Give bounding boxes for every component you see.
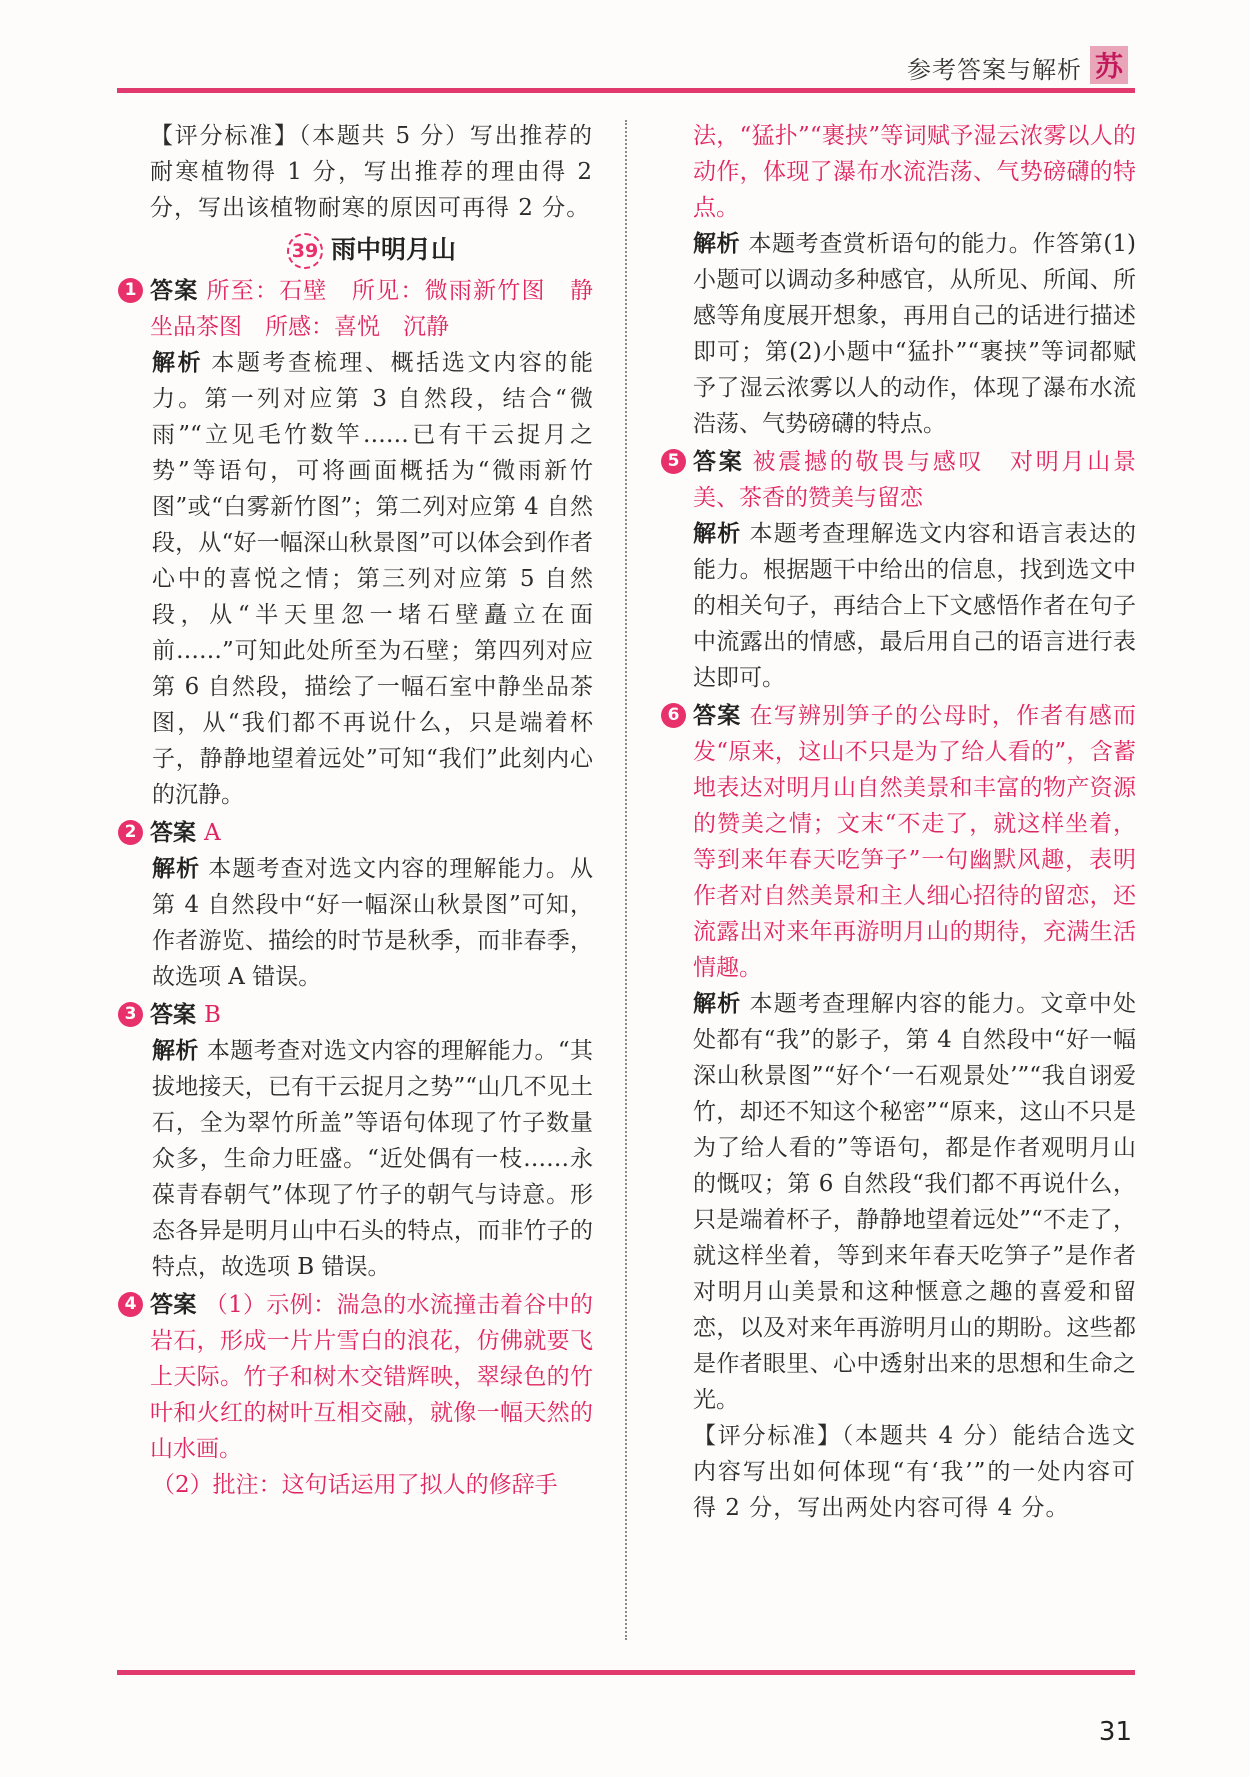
q4-analysis-text: 本题考查赏析语句的能力。作答第(1)小题可以调动多种感官，从所见、所闻、所感等角度展开想象，再用自己的话进行描述即可；第(2)小题中“猛扑”“裹挟”等词都赋予了湿云浓雾以人的动作，体现了瀑布水流浩荡、气势磅礴的特点。: [693, 231, 1136, 437]
q5-analysis: [693, 516, 1136, 696]
left-column: [124, 118, 594, 1503]
header-title: 参考答案与解析: [907, 56, 1082, 84]
q6-answer-text: 在写辨别笋子的公母时，作者有感而发“原来，这山不只是为了给人看的”，含蓄地表达对明月山自然美景和丰富的物产资源的赞美之情；文末“不走了，就这样坐着，等到来年春天吃笋子”一句幽默风趣，表明作者对自然美景和主人细心招待的留恋，还流露出对来年再游明月山的期待，充满生活情趣。: [693, 703, 1137, 981]
criteria-block-right: [693, 1418, 1136, 1526]
section-title-text: 雨中明月山: [330, 235, 456, 264]
q5-number: 5: [661, 449, 686, 474]
q4-answer-2: （2）批注：这句话运用了拟人的修辞手: [152, 1472, 558, 1498]
criteria-label: 【评分标准】: [693, 1423, 842, 1449]
footer-rule: [117, 1670, 1135, 1675]
q4-number: 4: [118, 1292, 143, 1317]
answer-label: 答案: [693, 703, 742, 729]
criteria-label: 【评分标准】: [150, 123, 299, 149]
q1-analysis: [150, 345, 593, 813]
q5-answer-text: 被震撼的敬畏与感叹 对明月山景美、茶香的赞美与留恋: [693, 449, 1136, 511]
answer-label: 答案: [150, 278, 199, 304]
answer-label: 答案: [693, 449, 745, 475]
q4-answer-continued: 法，“猛扑”“裹挟”等词赋予湿云浓雾以人的动作，体现了瀑布水流浩荡、气势磅礴的特点。: [693, 123, 1136, 221]
q2-analysis-text: 本题考查对选文内容的理解能力。从第 4 自然段中“好一幅深山秋景图”可知，作者游览、描绘的时节是秋季，而非春季，故选项 A 错误。: [152, 856, 594, 990]
analysis-label: 解析: [152, 1038, 199, 1064]
analysis-label: 解析: [693, 521, 742, 547]
analysis-label: 解析: [152, 856, 201, 882]
answer-label: 答案: [150, 1002, 196, 1028]
q3-number: 3: [118, 1002, 143, 1027]
q4-analysis: [693, 226, 1136, 442]
q5-answer: [667, 444, 1136, 516]
q6-analysis: [693, 986, 1136, 1418]
criteria-text: （本题共 4 分）能结合选文内容写出如何体现“有‘我’”的一处内容可得 2 分，写出两处内容可得 4 分。: [693, 1423, 1136, 1521]
q1-answer: [124, 273, 594, 345]
q2-analysis: [150, 851, 593, 995]
criteria-block: [150, 118, 593, 226]
q2-answer-text: A: [204, 820, 221, 846]
q3-answer: [124, 997, 593, 1033]
q4-answer-1: （1）示例：湍急的水流撞击着谷中的岩石，形成一片片雪白的浪花，仿佛就要飞上天际。竹子和树木交错辉映，翠绿色的竹叶和火红的树叶互相交融，就像一幅天然的山水画。: [150, 1292, 594, 1462]
q4-answer: [124, 1287, 594, 1467]
q6-answer: [667, 698, 1137, 986]
analysis-label: 解析: [152, 350, 204, 376]
q3-analysis: [150, 1033, 593, 1285]
criteria-text: （本题共 5 分）写出推荐的耐寒植物得 1 分，写出推荐的理由得 2 分，写出该植物耐寒的原因可再得 2 分。: [150, 123, 593, 221]
analysis-label: 解析: [693, 231, 741, 257]
q2-answer: [124, 815, 593, 851]
province-badge: 苏: [1090, 46, 1128, 84]
right-column: [667, 118, 1137, 1526]
section-title: [150, 232, 593, 269]
q6-analysis-text: 本题考查理解内容的能力。文章中处处都有“我”的影子，第 4 自然段中“好一幅深山秋景图”“好个‘一石观景处’”“我自诩爱竹，却还不知这个秘密”“原来，这山不只是为了给人看的”等语句，都是作者观明月山的慨叹；第 6 自然段“我们都不再说什么，只是端着杯子，静静地望着远处”“不走了，就这样坐着，等到来年春天吃笋子”是作者对明月山美景和这种惬意之趣的喜爱和留恋，以及对来年再游明月山的期盼。这些都是作者眼里、心中透射出来的思想和生命之光。: [693, 991, 1137, 1413]
column-divider: [625, 120, 627, 1640]
q5-analysis-text: 本题考查理解选文内容和语言表达的能力。根据题干中给出的信息，找到选文中的相关句子，再结合上下文感悟作者在句子中流露出的情感，最后用自己的语言进行表达即可。: [693, 521, 1137, 691]
q2-number: 2: [118, 820, 143, 845]
q1-number: 1: [118, 278, 143, 303]
answer-label: 答案: [150, 820, 196, 846]
q1-analysis-text: 本题考查梳理、概括选文内容的能力。第一列对应第 3 自然段，结合“微雨”“立见毛竹数竿……已有干云捉月之势”等语句，可将画面概括为“微雨新竹图”或“白雾新竹图”；第二列对应第 4 自然段，从“好一幅深山秋景图”可以体会到作者心中的喜悦之情；第三列对应第 5 自然段，从“半天里忽一堵石壁矗立在面前……”可知此处所至为石壁；第四列对应第 6 自然段，描绘了一幅石室中静坐品茶图，从“我们都不再说什么，只是端着杯子，静静地望着远处”可知“我们”此刻内心的沉静。: [152, 350, 593, 808]
header-rule: [117, 88, 1135, 93]
q6-number: 6: [661, 703, 686, 728]
q3-answer-text: B: [204, 1002, 221, 1028]
page-number: 31: [1098, 1717, 1132, 1747]
answer-label: 答案: [150, 1292, 197, 1318]
section-number-badge: 39: [287, 233, 323, 269]
analysis-label: 解析: [693, 991, 742, 1017]
q3-analysis-text: 本题考查对选文内容的理解能力。“其拔地接天，已有干云捉月之势”“山几不见土石，全为翠竹所盖”等语句体现了竹子数量众多，生命力旺盛。“近处偶有一枝……永葆青春朝气”体现了竹子的朝气与诗意。形态各异是明月山中石头的特点，而非竹子的特点，故选项 B 错误。: [152, 1038, 594, 1280]
q1-answer-text: 所至：石壁 所见：微雨新竹图 静坐品茶图 所感：喜悦 沉静: [150, 278, 594, 340]
